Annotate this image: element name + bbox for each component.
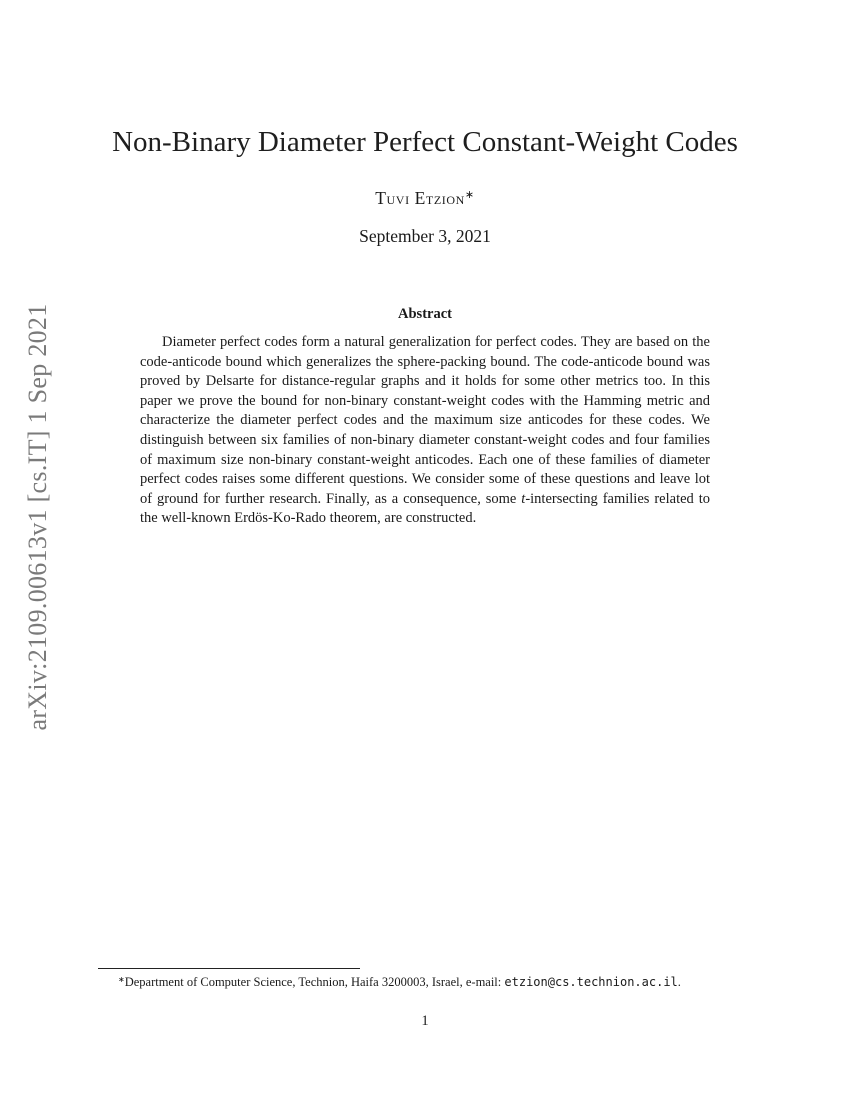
author-name: Tuvi Etzion [375,188,465,208]
arxiv-identifier-stamp: arXiv:2109.00613v1 [cs.IT] 1 Sep 2021 [23,303,52,731]
author-email-link[interactable]: etzion@cs.technion.ac.il [504,975,678,989]
footnote-divider [98,968,360,969]
footnote-affiliation: Department of Computer Science, Technion, Haifa 3200003, Israel, e-mail: [124,975,505,989]
footnote-end: . [677,975,681,989]
footnote-mark: ∗ [118,975,125,984]
paper-date: September 3, 2021 [359,226,491,246]
abstract-text-part-1: Diameter perfect codes form a natural generalization for perfect codes. They are based on the code-anticode bound which generalizes the sphere-packing bound. The code-anticode bound was proved by Delsarte for distance-regular graphs and it holds for some other metrics too. In this paper we prove the bound for non-binary constant-weight codes with the Hamming metric and characterize the diameter perfect codes and the maximum size anticodes for these codes. We distinguish between six families of non-binary diameter constant-weight codes and four families of maximum size non-binary constant-weight anticodes. Each one of these families of diameter perfect codes raises some different questions. We consider some of these questions and leave lot of ground for further research. Finally, as a consequence, some [140,334,710,507]
paper-title: Non-Binary Diameter Perfect Constant-Weight Codes [112,126,738,158]
abstract-text-part-2: -intersecting families related to the well-known Erdös-Ko-Rado theorem, are constructed. [140,490,710,527]
author-footnote [118,975,798,990]
page-number: 1 [421,1013,429,1029]
abstract-heading: Abstract [398,306,452,322]
abstract-italic-variable: t [521,490,526,507]
abstract-body [140,333,710,529]
author-footnote-mark[interactable]: ∗ [464,189,475,201]
author-line [0,188,850,209]
